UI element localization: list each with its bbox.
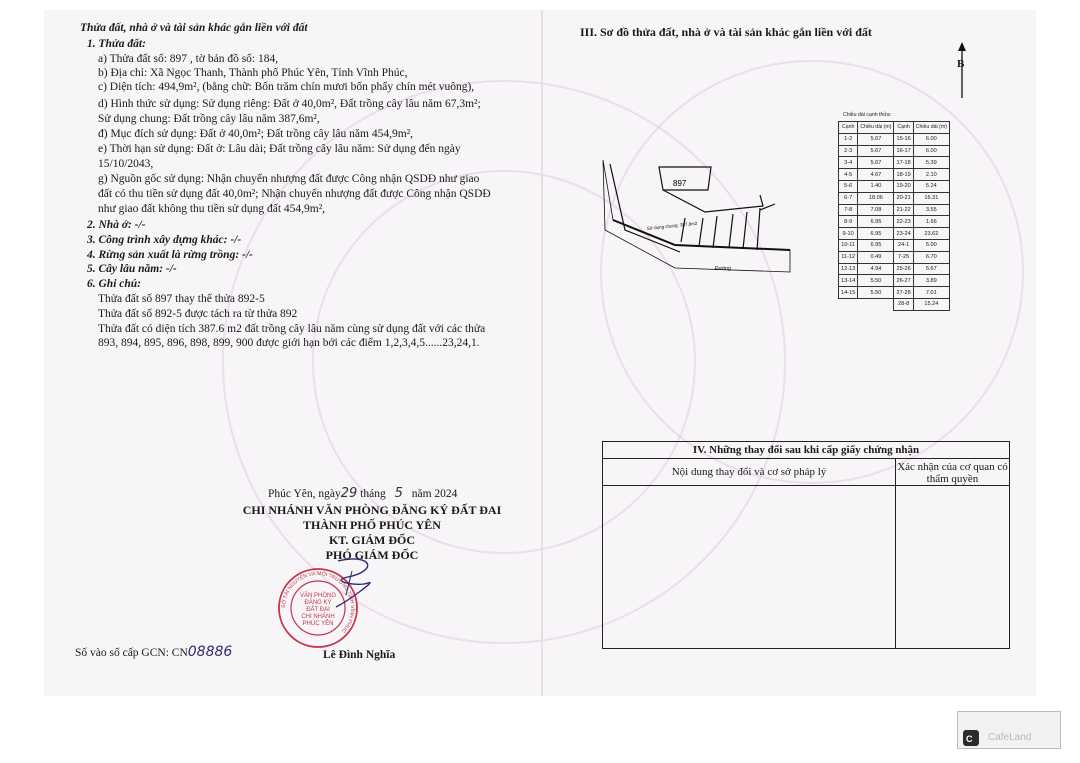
table-row: [839, 251, 950, 263]
table-cell: 14-15: [839, 287, 858, 299]
table-cell: 3-4: [839, 157, 858, 169]
table-cell: 27-28: [894, 287, 913, 299]
table-row: [839, 228, 950, 240]
table-cell: 4.94: [858, 263, 894, 275]
stamp-line-1: VĂN PHÒNG: [299, 593, 337, 599]
table-cell: 7-8: [839, 204, 858, 216]
table-row: [839, 145, 950, 157]
table-row: [839, 275, 950, 287]
table-cell: 5.67: [913, 263, 949, 275]
table-cell: 1-2: [839, 133, 858, 145]
usage-term: e) Thời hạn sử dụng: Đất ở: Lâu dài; Đất trồng cây lâu năm: Sử dụng đến ngày: [98, 143, 461, 155]
length-table-caption: Chiều dài cạnh thửa:: [843, 112, 892, 118]
table-cell: 5.50: [858, 275, 894, 287]
office-line-2: THÀNH PHỐ PHÚC YÊN: [303, 518, 441, 532]
table-cell: [858, 298, 894, 310]
changes-section: [602, 441, 1010, 649]
table-cell: 6.95: [858, 228, 894, 240]
table-cell: 13-14: [839, 275, 858, 287]
office-line-3: KT. GIÁM ĐỐC: [328, 533, 416, 547]
table-cell: 5.67: [858, 157, 894, 169]
changes-col-content: Nội dung thay đổi và cơ sở pháp lý: [603, 459, 896, 485]
construction-section: 3. Công trình xây dựng khác: -/-: [87, 234, 242, 246]
table-cell: 9-10: [839, 228, 858, 240]
table-row: [839, 204, 950, 216]
cafeland-watermark: [957, 711, 1061, 749]
forest-section: 4. Rừng sản xuất là rừng trồng: -/-: [87, 249, 253, 261]
table-cell: 8-9: [839, 216, 858, 228]
table-row: [839, 169, 950, 181]
stamp-ring-text: SỞ TÀI NGUYÊN VÀ MÔI TRƯỜNG TỈNH VĨNH PHÚC: [280, 570, 356, 634]
gcn-register: [75, 645, 232, 660]
table-cell: 6.70: [913, 251, 949, 263]
date-year: năm 2024: [411, 488, 458, 500]
gcn-label: Số vào sổ cấp GCN: CN: [75, 647, 188, 659]
table-row: [839, 192, 950, 204]
table-cell: 16-17: [894, 145, 913, 157]
table-row: [839, 216, 950, 228]
table-cell: 5.50: [858, 287, 894, 299]
table-cell: 2-3: [839, 145, 858, 157]
table-cell: 23.62: [913, 228, 949, 240]
date-month: 5: [394, 486, 403, 501]
note-line-1: Thửa đất số 897 thay thế thửa 892-5: [98, 293, 265, 305]
diagram-heading: III. Sơ đồ thửa đất, nhà ở và tài sản khác gắn liền với đất: [580, 25, 872, 39]
usage-term-date: 15/10/2043,: [98, 158, 154, 170]
table-cell: 7.01: [913, 287, 949, 299]
table-cell: 5.24: [913, 180, 949, 192]
table-cell: 23-24: [894, 228, 913, 240]
table-cell: 15-16: [894, 133, 913, 145]
date-month-label: tháng: [360, 488, 386, 500]
edge-length-table: [838, 121, 950, 311]
parcel-map: [585, 150, 805, 285]
table-cell: 2.10: [913, 169, 949, 181]
table-row: [839, 157, 950, 169]
map-road-label: Đường: [715, 266, 731, 272]
edge-length-body: [839, 133, 950, 310]
table-row: [839, 298, 950, 310]
table-cell: 6.00: [913, 145, 949, 157]
office-line-1: CHI NHÁNH VĂN PHÒNG ĐĂNG KÝ ĐẤT ĐAI: [242, 503, 502, 517]
table-cell: 11-12: [839, 251, 858, 263]
signature: [318, 551, 388, 611]
perennial-section: 5. Cây lâu năm: -/-: [87, 263, 177, 275]
gcn-number: 08886: [187, 644, 233, 660]
date-place: Phúc Yên, ngày: [268, 488, 341, 500]
parcel-number: a) Thửa đất số: 897 , tờ bản đồ số: 184,: [98, 53, 279, 65]
cafeland-logo-icon: [963, 730, 983, 746]
stamp-line-4: CHI NHÁNH: [301, 614, 335, 620]
table-cell: 6.95: [858, 216, 894, 228]
table-cell: 6-7: [839, 192, 858, 204]
table-cell: 3.55: [913, 204, 949, 216]
table-cell: 28-8: [894, 298, 913, 310]
changes-column-divider: [895, 485, 896, 648]
origin-3: như giao đất không thu tiền sử dụng đất 454,9m²,: [98, 203, 326, 215]
col-length: Chiều dài (m): [858, 122, 894, 134]
office-line-4: PHÓ GIÁM ĐỐC: [325, 548, 419, 562]
table-cell: 21-22: [894, 204, 913, 216]
notes-heading: 6. Ghi chú:: [87, 278, 141, 290]
usage-form: d) Hình thức sử dụng: Sử dụng riêng: Đất ở 40,0m², Đất trồng cây lâu năm 67,3m²;: [98, 98, 481, 110]
table-cell: 0.49: [858, 251, 894, 263]
north-arrow-icon: [952, 42, 972, 100]
house-section: 2. Nhà ở: -/-: [87, 219, 146, 231]
changes-title: IV. Những thay đổi sau khi cấp giấy chứng nhận: [603, 442, 1009, 459]
table-cell: 6.00: [913, 133, 949, 145]
table-cell: 17-18: [894, 157, 913, 169]
table-cell: 18.06: [858, 192, 894, 204]
changes-col-confirm: Xác nhận của cơ quan có thẩm quyền: [897, 461, 1008, 485]
table-row: [839, 180, 950, 192]
table-cell: 4-5: [839, 169, 858, 181]
map-shared-label: Sử dụng chung: 387,6m2: [646, 220, 698, 231]
usage-purpose: đ) Mục đích sử dụng: Đất ở 40,0m²; Đất trồng cây lâu năm 454,9m²,: [98, 128, 413, 140]
stamp-line-5: PHÚC YÊN: [302, 621, 334, 627]
origin-1: g) Nguồn gốc sử dụng: Nhận chuyển nhượng đất được Công nhận QSDĐ như giao: [98, 173, 480, 185]
signer-name: Lê Đình Nghĩa: [323, 649, 396, 661]
table-row: [839, 239, 950, 251]
table-cell: 6.95: [858, 239, 894, 251]
parcel-area: c) Diện tích: 494,9m², (bằng chữ: Bốn trăm chín mươi bốn phẩy chín mét vuông),: [98, 81, 475, 93]
table-cell: 5.39: [913, 157, 949, 169]
note-line-3: Thửa đất có diện tích 387.6 m2 đất trồng cây lâu năm cùng sử dụng đất với các thửa: [98, 323, 486, 335]
table-row: [839, 133, 950, 145]
table-cell: 5.67: [858, 145, 894, 157]
issue-date: [268, 487, 457, 501]
table-row: [839, 263, 950, 275]
table-cell: 22-23: [894, 216, 913, 228]
table-cell: 19-20: [894, 180, 913, 192]
col-edge: Cạnh: [839, 122, 858, 134]
table-cell: 15.24: [913, 298, 949, 310]
stamp-line-3: ĐẤT ĐAI: [306, 607, 330, 613]
table-cell: 1.66: [913, 216, 949, 228]
table-cell: 5.67: [858, 133, 894, 145]
stamp-line-2: ĐĂNG KÝ: [304, 600, 332, 606]
table-cell: 5.00: [913, 239, 949, 251]
left-heading: Thửa đất, nhà ở và tài sản khác gắn liền với đất: [80, 22, 308, 34]
table-cell: 12-13: [839, 263, 858, 275]
map-parcel-label: 897: [673, 179, 687, 188]
table-header-row: [839, 122, 950, 134]
note-line-4: 893, 894, 895, 896, 898, 899, 900 được giới hạn bởi các điểm 1,2,3,4,5......23,24,1.: [98, 337, 480, 349]
page-fold: [541, 10, 543, 696]
table-cell: 26-27: [894, 275, 913, 287]
table-cell: 24-1: [894, 239, 913, 251]
table-cell: 7.08: [858, 204, 894, 216]
table-cell: 16.31: [913, 192, 949, 204]
cafeland-text: CafeLand: [988, 732, 1032, 743]
date-day: 29: [340, 486, 358, 501]
table-cell: [839, 298, 858, 310]
table-cell: 4.67: [858, 169, 894, 181]
note-line-2: Thửa đất số 892-5 được tách ra từ thửa 892: [98, 308, 298, 320]
usage-form-shared: Sử dụng chung: Đất trồng cây lâu năm 387,6m²,: [98, 113, 320, 125]
col-edge-2: Cạnh: [894, 122, 913, 134]
table-cell: 5-6: [839, 180, 858, 192]
table-cell: 18-19: [894, 169, 913, 181]
origin-2: đất có thu tiền sử dụng đất 40,0m²; Nhận chuyển nhượng đất được Công nhận QSDĐ: [98, 188, 491, 200]
table-cell: 3.89: [913, 275, 949, 287]
parcel-heading: 1. Thửa đất:: [87, 38, 146, 50]
changes-header-divider: [603, 485, 1009, 486]
parcel-address: b) Địa chỉ: Xã Ngọc Thanh, Thành phố Phúc Yên, Tỉnh Vĩnh Phúc,: [98, 67, 408, 79]
table-row: [839, 287, 950, 299]
col-length-2: Chiều dài (m): [913, 122, 949, 134]
table-cell: 20-21: [894, 192, 913, 204]
table-cell: 10-11: [839, 239, 858, 251]
north-label: B: [957, 58, 965, 70]
table-cell: 25-26: [894, 263, 913, 275]
table-cell: 1.40: [858, 180, 894, 192]
table-cell: 7-25: [894, 251, 913, 263]
svg-text:C: C: [966, 734, 973, 744]
